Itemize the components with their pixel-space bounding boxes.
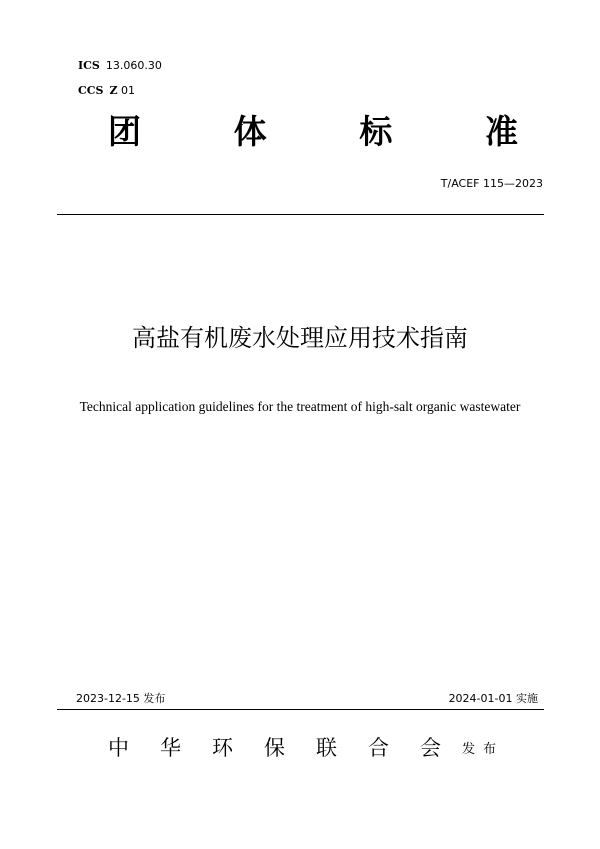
issue-date: 2023-12-15 发布 bbox=[76, 692, 166, 705]
ccs-prefix: Z bbox=[109, 84, 118, 97]
document-title-english: Technical application guidelines for the treatment of high-salt organic wastewater bbox=[79, 399, 521, 414]
ics-label: ICS bbox=[78, 59, 100, 72]
implementation-date: 2024-01-01 实施 bbox=[448, 692, 538, 705]
ics-value: 13.060.30 bbox=[105, 59, 162, 72]
top-divider bbox=[57, 214, 544, 215]
publisher-char: 华 bbox=[160, 736, 181, 760]
standard-type-heading bbox=[108, 110, 518, 154]
publisher-char: 环 bbox=[212, 736, 233, 760]
publisher-char: 中 bbox=[108, 736, 129, 760]
ics-code bbox=[78, 59, 162, 73]
standard-type-char: 准 bbox=[484, 112, 518, 151]
publisher-char: 保 bbox=[264, 736, 285, 760]
ccs-label: CCS bbox=[78, 84, 104, 97]
publisher-char: 联 bbox=[316, 736, 337, 760]
publisher-char: 会 bbox=[420, 736, 441, 760]
ccs-code bbox=[78, 84, 135, 98]
publisher bbox=[108, 733, 508, 763]
ccs-value: 01 bbox=[121, 84, 135, 97]
publisher-char: 合 bbox=[368, 736, 389, 760]
document-title-chinese: 高盐有机废水处理应用技术指南 bbox=[132, 324, 468, 352]
standard-type-char: 团 bbox=[108, 112, 141, 151]
standard-type-char: 体 bbox=[233, 112, 267, 151]
standard-type-char: 标 bbox=[359, 112, 393, 151]
bottom-divider bbox=[57, 709, 544, 710]
standard-number: T/ACEF 115—2023 bbox=[440, 177, 543, 190]
publisher-suffix: 发布 bbox=[462, 742, 505, 757]
